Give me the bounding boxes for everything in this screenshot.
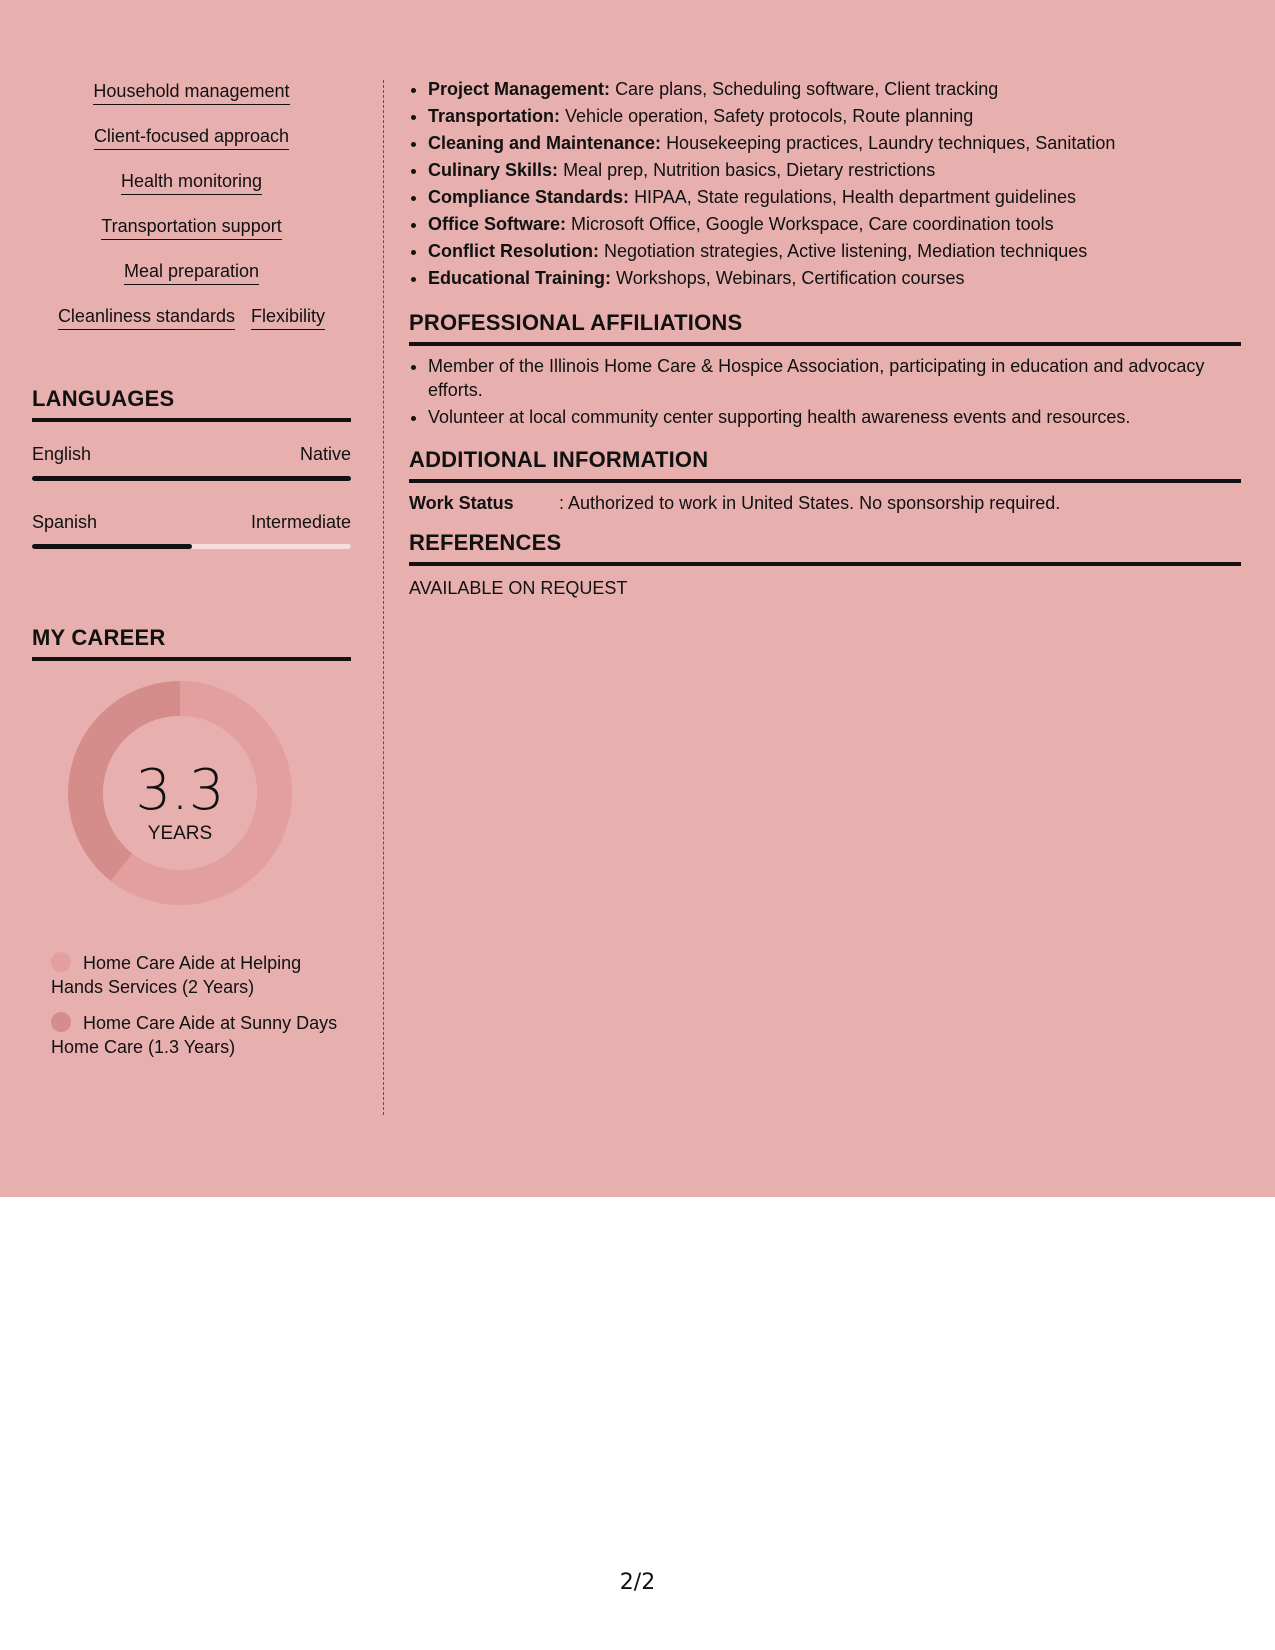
skill-detail: Housekeeping practices, Laundry techniques, Sanitation — [666, 133, 1116, 153]
affiliations-section — [409, 310, 1241, 429]
skill-detail: Meal prep, Nutrition basics, Dietary restrictions — [563, 160, 936, 180]
legend-label: Home Care Aide at Sunny Days Home Care (1.3 Years) — [51, 1013, 338, 1057]
legend-swatch — [51, 1012, 71, 1032]
language-level: Intermediate — [250, 512, 351, 532]
skill-category: Cleaning and Maintenance: — [428, 133, 662, 153]
skill-item — [428, 130, 1241, 157]
skill-tag: Flexibility — [251, 305, 325, 330]
language-item — [32, 512, 351, 549]
skill-detail: Vehicle operation, Safety protocols, Route planning — [565, 106, 974, 126]
work-status-value: : Authorized to work in United States. No sponsorship required. — [559, 493, 1061, 513]
career-donut-wrap — [32, 681, 351, 921]
language-proficiency-fill — [32, 476, 351, 481]
skill-item — [428, 76, 1241, 103]
skill-category: Office Software: — [428, 214, 567, 234]
skill-category: Project Management: — [428, 79, 611, 99]
language-level: Native — [299, 444, 351, 464]
career-section — [32, 625, 351, 1059]
technical-skills-list — [409, 76, 1241, 292]
affiliations-list — [409, 354, 1241, 429]
work-status-label: Work Status — [409, 493, 514, 513]
skill-detail: Negotiation strategies, Active listening, Mediation techniques — [604, 241, 1088, 261]
language-name: Spanish — [32, 512, 98, 532]
career-legend-item — [32, 951, 351, 999]
skill-item — [428, 103, 1241, 130]
page-number: 2/2 — [619, 1570, 656, 1595]
languages-heading: LANGUAGES — [32, 386, 351, 422]
languages-section — [32, 386, 351, 549]
legend-label: Home Care Aide at Helping Hands Services (2 Years) — [51, 953, 302, 997]
skill-tag: Client-focused approach — [94, 125, 289, 150]
references-heading: REFERENCES — [409, 530, 1241, 566]
skill-detail: HIPAA, State regulations, Health department guidelines — [634, 187, 1076, 207]
references-text: AVAILABLE ON REQUEST — [409, 578, 628, 598]
skill-item — [428, 157, 1241, 184]
skill-item — [428, 211, 1241, 238]
skill-item — [428, 265, 1241, 292]
additional-heading: ADDITIONAL INFORMATION — [409, 447, 1241, 483]
language-item — [32, 444, 351, 481]
language-proficiency-bar — [32, 544, 351, 549]
affiliation-item: • Member of the Illinois Home Care & Hospice Association, participating in education and advocacy efforts. — [428, 354, 1241, 402]
skill-tag: Meal preparation — [124, 260, 259, 285]
skill-tag: Household management — [93, 80, 289, 105]
skill-category: Conflict Resolution: — [428, 241, 599, 261]
left-column — [32, 80, 351, 1071]
career-total-unit: YEARS — [147, 823, 213, 844]
skill-detail: Microsoft Office, Google Workspace, Care coordination tools — [571, 214, 1054, 234]
legend-swatch — [51, 952, 71, 972]
career-heading: MY CAREER — [32, 625, 351, 661]
skill-tag: Health monitoring — [121, 170, 262, 195]
work-status-row — [409, 493, 1241, 514]
skill-category: Culinary Skills: — [428, 160, 559, 180]
skill-item — [428, 238, 1241, 265]
skill-category: Educational Training: — [428, 268, 612, 288]
career-legend — [32, 951, 351, 1059]
language-proficiency-bar — [32, 476, 351, 481]
skill-detail: Care plans, Scheduling software, Client tracking — [615, 79, 999, 99]
skill-category: Compliance Standards: — [428, 187, 630, 207]
career-total-value: 3.3 — [135, 758, 225, 823]
skill-detail: Workshops, Webinars, Certification courses — [616, 268, 965, 288]
skill-item — [428, 184, 1241, 211]
right-column — [409, 80, 1241, 599]
references-section — [409, 530, 1241, 599]
additional-section — [409, 447, 1241, 514]
affiliation-item: • Volunteer at local community center supporting health awareness events and resources. — [428, 405, 1241, 429]
skill-tag: Cleanliness standards — [58, 305, 235, 330]
skill-category: Transportation: — [428, 106, 561, 126]
career-legend-item — [32, 1011, 351, 1059]
affiliations-heading: PROFESSIONAL AFFILIATIONS — [409, 310, 1241, 346]
skill-tag: Transportation support — [101, 215, 281, 240]
skills-tags — [32, 80, 351, 350]
language-name: English — [32, 444, 92, 464]
language-proficiency-fill — [32, 544, 192, 549]
column-divider — [383, 80, 384, 1115]
